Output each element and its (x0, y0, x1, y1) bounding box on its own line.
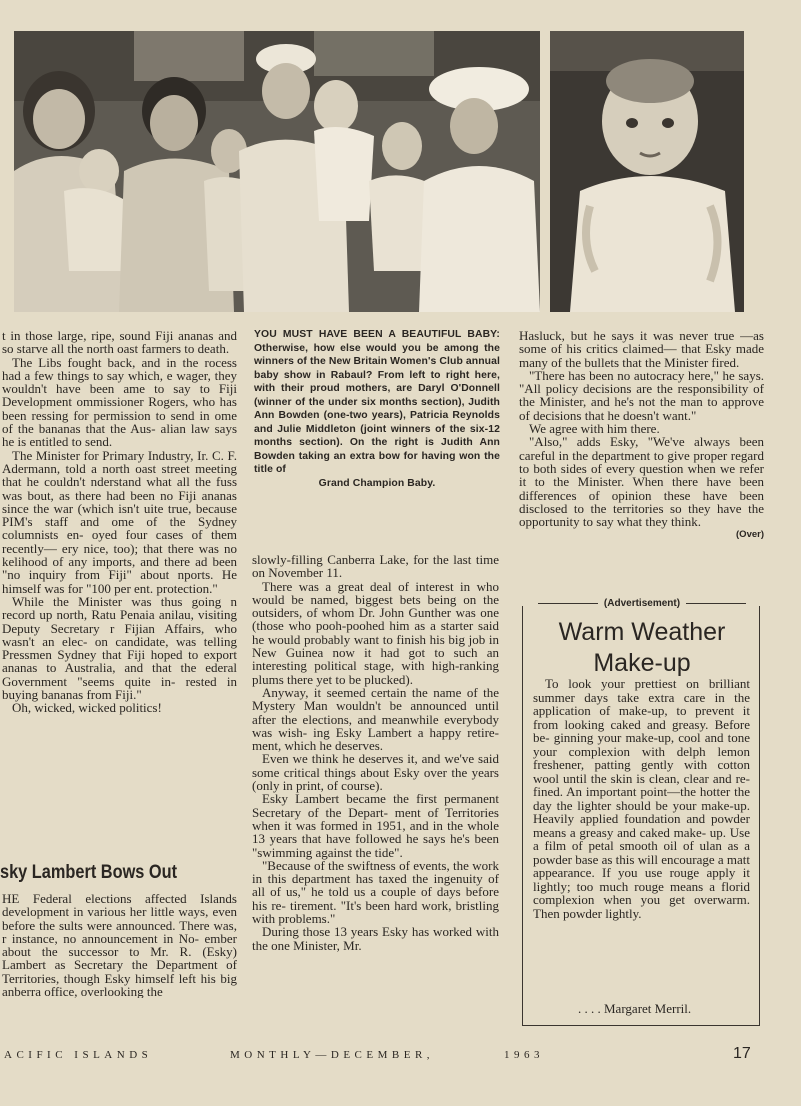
ad-title-line: Warm Weather (558, 618, 726, 646)
ad-paragraph: To look your prettiest on brilliant summer days take extra care in the application of make-up, to prevent it from looking caked and greasy. Before be- ginning your make-up, cool and tone your complexion with delph lemon freshener, patting gently with cotton wool until the skin is clean, clear and re- fined. An important point—the hotter the day the lighter should be your make-up. Heavily applied foundation and powder means a greasy and caked make- up. Use a film of petal smooth oil of ulan as a powder base as this will encourage a matt appearance. If you use rouge apply it lightly; too much rouge means a florid complexion when you get overwarm. Then powder lightly. (533, 676, 750, 921)
section-heading: sky Lambert Bows Out (0, 862, 178, 883)
right-paragraph: Hasluck, but he says it was never true —as some of his critics claimed— that Esky made many of the bullets that the Minister fired. (519, 328, 764, 370)
middle-column (252, 553, 499, 952)
right-paragraph: We agree with him there. (529, 421, 660, 437)
right-paragraph: "There has been no autocracy here," he says. "All policy decisions are the responsibility of the Minister, and he's not the man to approve of decisions that he doesn't want." (519, 367, 764, 423)
continued-marker: (Over) (736, 529, 764, 541)
middle-paragraph: slowly-filling Canberra Lake, for the last time on November 11. (252, 552, 499, 581)
middle-paragraph: "Because of the swiftness of events, the work in this department has taxed the ingenuity of all of us," he told us a couple of days before his re- tirement. "It's been hard work, bristling with problems." (252, 857, 499, 927)
advertisement-title (524, 617, 760, 679)
left-paragraph: HE Federal elections affected Islands development in various her little ways, even before the sults were announced. There was, r instance, no announcement in No- ember about the successor to Mr. R. (Esky) Lambert as Secretary the Department of Territories, though Esky himself left his big anberra office, overlooking the (2, 892, 237, 999)
middle-paragraph: During those 13 years Esky has worked with the one Minister, Mr. (252, 924, 499, 953)
footer-year: 1963 (504, 1049, 544, 1061)
middle-paragraph: There was a great deal of interest in who would be named, biggest bets being on the outsiders, of whom Dr. John Gunther was one (those who pooh-poohed him as a starter said he would probably want to finish his big job in New Guinea now it had got to such an interesting political stage, with high-ranking plums there yet to be plucked). (252, 578, 499, 687)
baby-show-group-photo (14, 31, 540, 312)
advertisement-label: (Advertisement) (524, 598, 760, 609)
ad-title-line: Make-up (593, 649, 691, 677)
advertisement-body (533, 677, 750, 920)
photo-caption (254, 328, 500, 490)
advertisement-signature: . . . . Margaret Merril. (578, 1001, 692, 1016)
grand-champion-baby-photo (550, 31, 744, 312)
left-paragraph: The Libs fought back, and in the rocess had a few things to say which, e wager, they wouldn't have been ame to say to Fiji Development ommissioner Rogers, who has been ressing for permission to send in ome of the bananas that the Aus- alian law says he is entitled to send. (2, 354, 237, 450)
left-column-section (2, 892, 237, 998)
page-number: 17 (733, 1045, 751, 1062)
left-column (2, 329, 237, 715)
middle-paragraph: Anyway, it seemed certain the name of the Mystery Man wouldn't be announced until after the elections, and meanwhile everybody was wish- ing Esky Lambert a happy retire- ment, which he deserves. (252, 684, 499, 754)
caption-text: YOU MUST HAVE BEEN A BEAUTIFUL BABY: Otherwise, how else would you be among the winners of the New Britain Women's Club annual baby show in Rabaul? From left to right here, with their proud mothers, are Daryl O'Donnell (winner of the under six months section), Judith Ann Bowden (one-two years), Patricia Reynolds and Julie Middleton (joint winners of the six-12 months section). On the right is Judith Ann Bowden taking an extra bow for having won the title of (254, 329, 500, 475)
left-paragraph: The Minister for Primary Industry, Ir. C. F. Adermann, told a north oast street meeting that he couldn't nderstand what all the fuss was bout, as there had been no Fiji ananas since the war (which isn't uite true, because PIM's staff and ome of the Sydney columnists en- oyed four cases of them recently— ery nice, too); that there was no kelihood of any imports, and there ad been "no inquiry from Fiji" about nports. He himself was for "100 per ent. protection." (2, 447, 237, 596)
middle-paragraph: Even we think he deserves it, and we've said some critical things about Esky over the years (only in print, of course). (252, 751, 499, 794)
left-paragraph: While the Minister was thus going n record up north, Ratu Penaia anilau, visiting Deputy Secretary r Fijian Affairs, who wasn't an elec- on candidate, was telling Pressmen Sydney that Fiji hoped to export ananas to Australia, and that the ederal Government "seems quite in- rested in buying bananas from Fiji." (2, 593, 237, 703)
middle-paragraph: Esky Lambert became the first permanent Secretary of the Depart- ment of Territories when it was formed in 1951, and in the whole 13 years that have followed he says he's been "swimming against the tide". (252, 791, 499, 860)
footer-issue: MONTHLY—DECEMBER, (230, 1049, 435, 1061)
right-paragraph: "Also," adds Esky, "We've always been careful in the department to give proper regard to both sides of every question when we refer it to the Minister. When there have been differences of opinion these have been disclosed to the territories so they have the opportunity to say what they think. (519, 434, 764, 530)
left-paragraph: Oh, wicked, wicked politics! (12, 700, 162, 715)
footer-publication: ACIFIC ISLANDS (4, 1049, 153, 1061)
right-column (519, 329, 764, 542)
left-paragraph: t in those large, ripe, sound Fiji ananas and so starve all the north oast farmers to death. (2, 329, 237, 357)
caption-last-line: Grand Champion Baby. (318, 477, 436, 489)
